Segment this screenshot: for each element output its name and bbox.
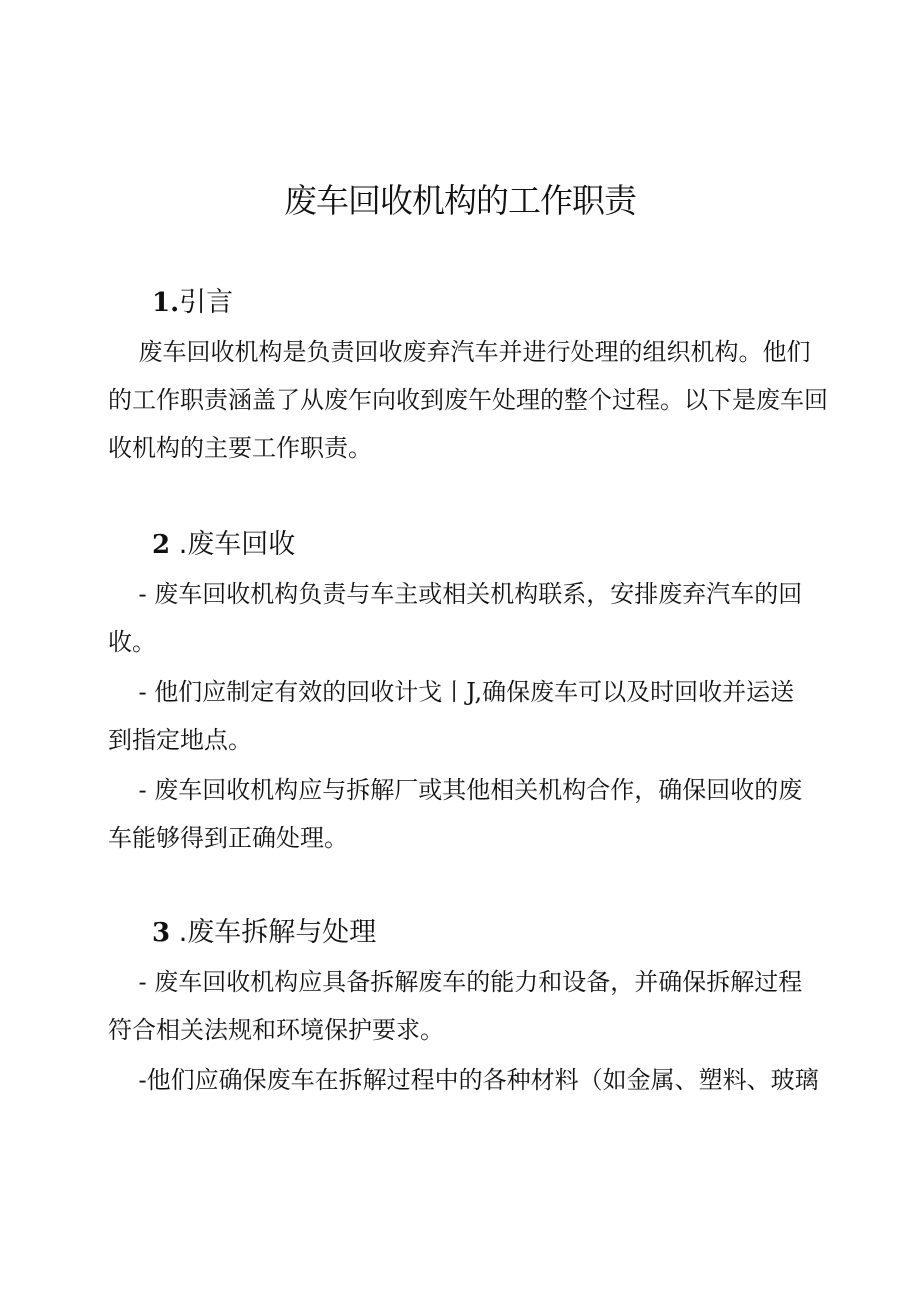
section-heading-2 [152,525,295,565]
document-title: 废车回收机构的工作职责 [284,181,636,220]
paragraph-line: 车能够得到正确处理。 [108,824,348,852]
paragraph-line: -他们应确保废车在拆解过程中的各种材料（如金属、塑料、玻璃 [108,1066,819,1094]
section-number: 3 [152,918,171,948]
paragraph-line: 符合相关法规和环境保护要求。 [108,1016,444,1044]
paragraph [108,1056,819,1104]
section-heading-text: .废车拆解与处理 [178,917,377,948]
paragraph-line: 收。 [108,628,156,656]
paragraph-line: - 他们应制定有效的回收计戈丨J,确保废车可以及时回收并运送 [108,678,795,706]
section-heading-3 [152,913,376,953]
paragraph [108,958,808,1054]
paragraph-line: - 废车回收机构应与拆解厂或其他相关机构合作，确保回收的废 [108,776,803,804]
paragraph [108,328,828,472]
paragraph-line: 到指定地点。 [108,726,252,754]
paragraph-line: 收机构的主要工作职责。 [108,434,372,462]
section-heading-text: 引言 [179,287,234,318]
paragraph-line: - 废车回收机构负责与车主或相关机构联系，安排废弃汽车的回 [108,580,803,608]
section-number: 2 [152,530,171,560]
paragraph [108,766,808,862]
paragraph [108,668,808,764]
paragraph-line: - 废车回收机构应具备拆解废车的能力和设备，并确保拆解过程 [108,968,803,996]
paragraph-line: 的工作职责涵盖了从废乍向收到废午处理的整个过程。以下是废车回 [108,386,828,414]
section-heading-text: .废车回收 [178,529,296,560]
paragraph [108,570,808,666]
section-heading-1 [152,283,233,323]
paragraph-line: 废车回收机构是负责回收废弃汽车并进行处理的组织机构。他们 [108,338,811,366]
section-number: 1. [152,288,180,318]
